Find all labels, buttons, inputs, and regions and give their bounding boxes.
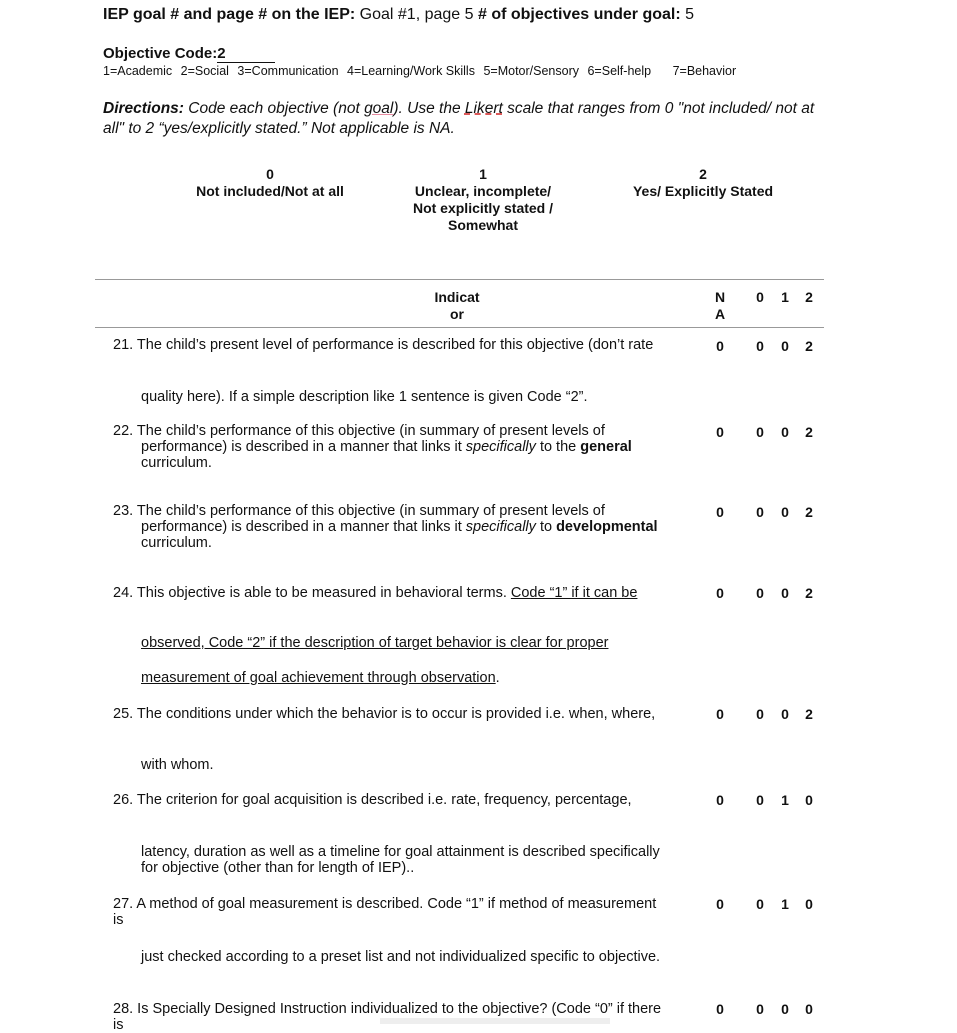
score-na: 0 [716,792,724,808]
item-text: 23. The child’s performance of this objective (in summary of present levels of [113,503,605,519]
directions [103,99,833,139]
table-row [113,423,632,471]
directions-text: Code each objective (not [188,100,360,117]
scale-0 [186,166,354,200]
score-1: 0 [781,504,789,520]
item-text: curriculum. [141,455,212,471]
table-row [113,585,637,686]
directions-text: ). Use the [393,100,461,117]
objective-code-label: Objective Code: [103,45,218,62]
code-key-item: 7=Behavior [672,64,737,78]
scale-label: Not included/Not at all [196,183,344,199]
score-1: 0 [781,1001,789,1017]
scale-number: 2 [699,166,707,182]
score-na: 0 [716,424,724,440]
score-2: 2 [805,585,813,601]
table-row [113,1001,661,1033]
scale-label: Somewhat [447,217,518,233]
scale-1 [390,166,576,234]
na-header [713,289,727,323]
score-1: 0 [781,706,789,722]
code-key-item: 2=Social [180,64,229,78]
score-na: 0 [716,338,724,354]
directions-label: Directions: [103,100,184,117]
score-2: 2 [805,424,813,440]
score-0: 0 [756,792,764,808]
score-na: 0 [716,896,724,912]
col-0-header: 0 [756,289,764,305]
code-key-item: 6=Self-help [587,64,652,78]
item-text: observed, Code “2” if the description of target behavior is clear for proper [141,635,609,651]
item-text: 27. A method of goal measurement is described. Code “1” if method of measurement [113,896,657,912]
item-text: with whom. [141,757,214,773]
item-text: 25. The conditions under which the behavior is to occur is provided i.e. when, where, [113,706,656,722]
table-row [113,896,660,965]
score-0: 0 [756,585,764,601]
table-row [113,503,658,551]
iep-goal-header [103,6,694,24]
scale-number: 1 [479,166,487,182]
scale-label: Unclear, incomplete/ [414,183,552,199]
code-key-item: 1=Academic [103,64,173,78]
table-top-rule [95,279,824,280]
objective-code-key [103,64,741,78]
indicator-header-line: Indicat [434,289,480,305]
na-header-line: A [714,306,726,322]
scale-number: 0 [266,166,274,182]
table-row [113,792,660,876]
score-2: 0 [805,1001,813,1017]
item-text: 21. The child’s present level of performance is described for this objective (don’t rate [113,337,654,353]
score-2: 2 [805,338,813,354]
table-row [113,337,653,405]
objective-code [103,45,275,63]
na-header-line: N [714,289,726,305]
score-1: 0 [781,585,789,601]
col-2-header: 2 [805,289,813,305]
score-1: 0 [781,338,789,354]
directions-goal-word: goal [364,100,394,117]
score-0: 0 [756,338,764,354]
score-1: 0 [781,424,789,440]
goal-label: IEP goal # and page # on the IEP: [103,6,356,23]
code-key-item: 3=Communication [237,64,339,78]
score-1: 1 [781,896,789,912]
code-key-item: 5=Motor/Sensory [483,64,579,78]
indicator-header-line: or [450,306,464,322]
score-2: 0 [805,792,813,808]
score-0: 0 [756,1001,764,1017]
col-1-header: 1 [781,289,789,305]
table-row [113,706,655,773]
score-0: 0 [756,504,764,520]
objectives-value: 5 [685,6,695,23]
item-text: curriculum. [141,535,212,551]
score-na: 0 [716,1001,724,1017]
scale-label: Not explicitly stated / [412,200,554,216]
objective-code-value: 2 [217,45,275,63]
score-1: 1 [781,792,789,808]
score-na: 0 [716,585,724,601]
score-2: 0 [805,896,813,912]
item-text: for objective (other than for length of IEP).. [141,860,415,876]
item-text: 28. Is Specially Designed Instruction individualized to the objective? (Code “0” if there [113,1001,662,1017]
item-text: measurement of goal achievement through observation. [141,670,500,686]
score-0: 0 [756,424,764,440]
code-key-item: 4=Learning/Work Skills [347,64,475,78]
score-na: 0 [716,706,724,722]
directions-text: scale that ranges from 0 "not included/ not at all" to 2 “yes/explicitly stated.” Not applicable is NA. [103,100,815,137]
scale-label: Yes/ Explicitly Stated [632,183,774,199]
score-na: 0 [716,504,724,520]
directions-likert-word: Likert [464,100,503,117]
score-2: 2 [805,504,813,520]
goal-value: Goal #1, page 5 [359,6,474,23]
page-bottom-shadow [380,1018,610,1024]
item-text: performance) is described in a manner that links it specifically to the general [141,439,632,455]
scale-2 [614,166,792,200]
item-text: 22. The child’s performance of this objective (in summary of present levels of [113,423,605,439]
item-text: 26. The criterion for goal acquisition is described i.e. rate, frequency, percentage, [113,792,632,808]
item-text: 24. This objective is able to be measured in behavioral terms. Code “1” if it can be [113,585,638,601]
table-header-rule [95,327,824,328]
indicator-header [417,289,497,323]
item-text: performance) is described in a manner that links it specifically to developmental [141,519,658,535]
item-text: latency, duration as well as a timeline for goal attainment is described specifically [141,844,660,860]
objectives-label: # of objectives under goal: [477,6,681,23]
item-text: is [113,1017,124,1033]
item-text: just checked according to a preset list and not individualized specific to objective. [141,949,661,965]
item-text: quality here). If a simple description like 1 sentence is given Code “2”. [141,389,588,405]
score-0: 0 [756,896,764,912]
score-0: 0 [756,706,764,722]
item-text: is [113,912,124,928]
score-2: 2 [805,706,813,722]
